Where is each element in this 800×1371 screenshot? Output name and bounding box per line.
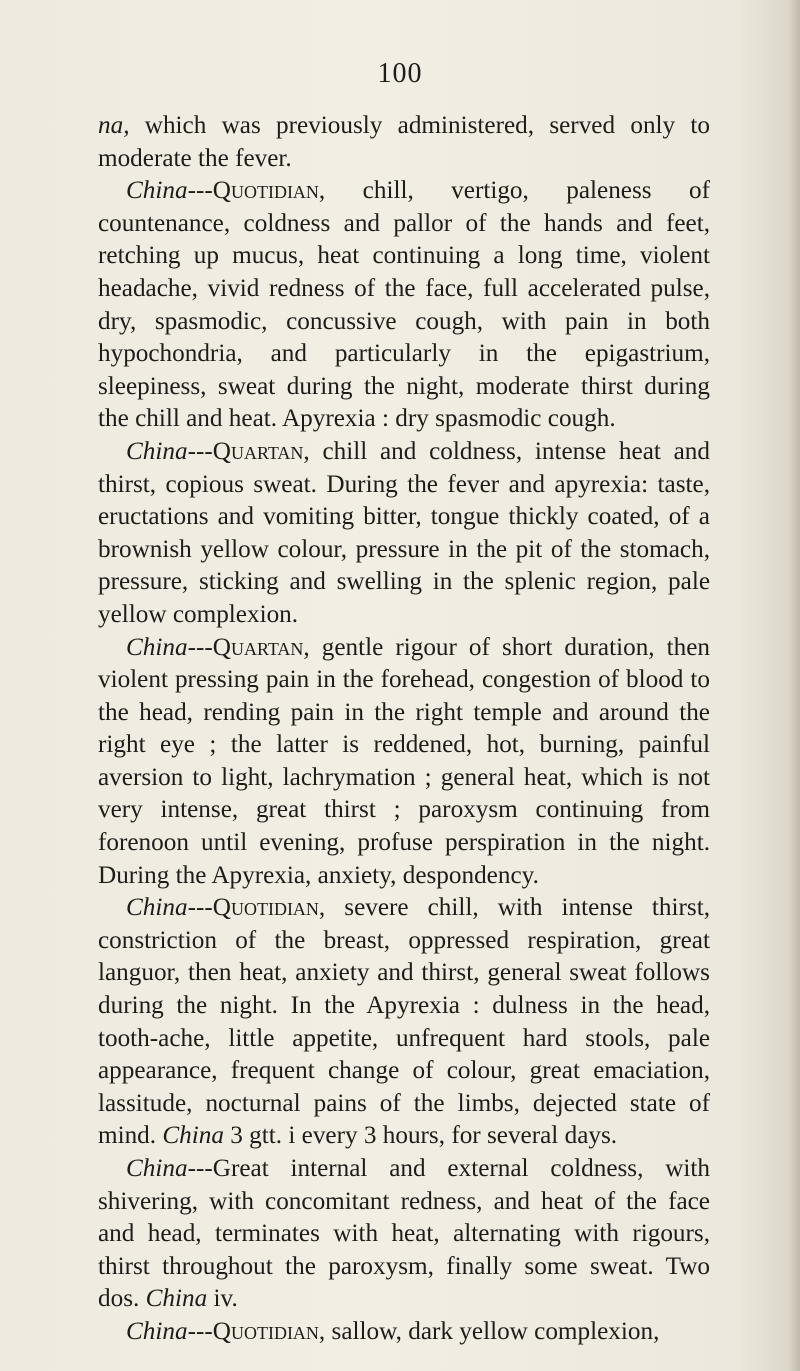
fever-type: Quotidian, — [212, 177, 326, 205]
remedy-name: China — [126, 633, 188, 661]
paragraph — [98, 175, 710, 436]
paragraph — [98, 632, 710, 893]
paragraph — [98, 892, 710, 1153]
fever-type: Quotidian, — [212, 894, 326, 922]
paragraph — [98, 1153, 710, 1316]
paragraph-text: --- — [187, 437, 213, 465]
page-edge-shadow — [788, 0, 800, 1371]
paragraph-text: ---Great internal and external coldness, with shivering, with concomitant redness, and heat of the face and head, terminates with heat, alternating with rigours, thirst throughout the paroxysm, finally some sweat. Two dos. — [98, 1155, 710, 1313]
paragraph-text: 3 gtt. i every 3 hours, for several days. — [223, 1122, 618, 1150]
paragraph-text: --- — [187, 894, 213, 922]
paragraph-text: gentle rigour of short duration, then violent pressing pain in the forehead, congestion of blood to the head, rending pain in the right temple and around the right eye ; the latter is reddened, hot, burning, painful aversion to light, lachrymation ; general heat, which is not very intense, great thirst ; paroxysm continuing from forenoon until evening, profuse perspiration in the night. During the Apyrexia, anxiety, despondency. — [98, 633, 710, 889]
paragraph-text: sallow, dark yellow complexion, — [325, 1317, 660, 1345]
body-text — [98, 110, 710, 1349]
paragraph — [98, 110, 710, 175]
paragraph-text: chill, vertigo, paleness of countenance, coldness and pallor of the hands and feet, retching up mucus, heat continuing a long time, violent headache, vivid redness of the face, full accelerated pulse, dry, spasmodic, concussive cough, with pain in both hypochondria, and particularly in the epigastrium, sleepiness, sweat during the night, moderate thirst during the chill and heat. Apyrexia : dry spasmodic cough. — [98, 177, 710, 433]
paragraph — [98, 1316, 710, 1349]
paragraph-text: chill and coldness, intense heat and thirst, copious sweat. During the fever and apyrexia: taste, eructations and vomiting bitter, tongue thickly coated, of a brownish yellow colour, pressure in the pit of the stomach, pressure, sticking and swelling in the splenic region, pale yellow complexion. — [98, 437, 710, 628]
paragraph-text: severe chill, with intense thirst, constriction of the breast, oppressed respiration, great languor, then heat, anxiety and thirst, general sweat follows during the night. In the Apyrexia : dulness in the head, tooth-ache, little appetite, unfrequent hard stools, pale appearance, frequent change of colour, great emaciation, lassitude, nocturnal pains of the limbs, dejected state of mind. — [98, 894, 710, 1150]
paragraph-text: iv. — [207, 1285, 238, 1313]
remedy-name: na, — [98, 112, 130, 139]
fever-type: Quotidian, — [212, 1317, 326, 1345]
page-number: 100 — [377, 58, 423, 89]
remedy-name: China — [145, 1285, 208, 1313]
paragraph-text: --- — [187, 633, 213, 661]
remedy-name: China — [126, 177, 188, 205]
fever-type: Quartan, — [212, 633, 310, 661]
paragraph — [98, 436, 710, 632]
remedy-name: China — [126, 1155, 188, 1182]
remedy-name: China — [126, 437, 188, 465]
remedy-name: China — [126, 894, 188, 922]
paragraph-text: --- — [187, 177, 213, 205]
remedy-name: China — [126, 1317, 188, 1345]
remedy-name: China — [162, 1122, 224, 1150]
paragraph-text: which was previously administered, served only to moderate the fever. — [98, 112, 710, 172]
fever-type: Quartan, — [212, 437, 310, 465]
paragraph-text: --- — [187, 1317, 213, 1345]
